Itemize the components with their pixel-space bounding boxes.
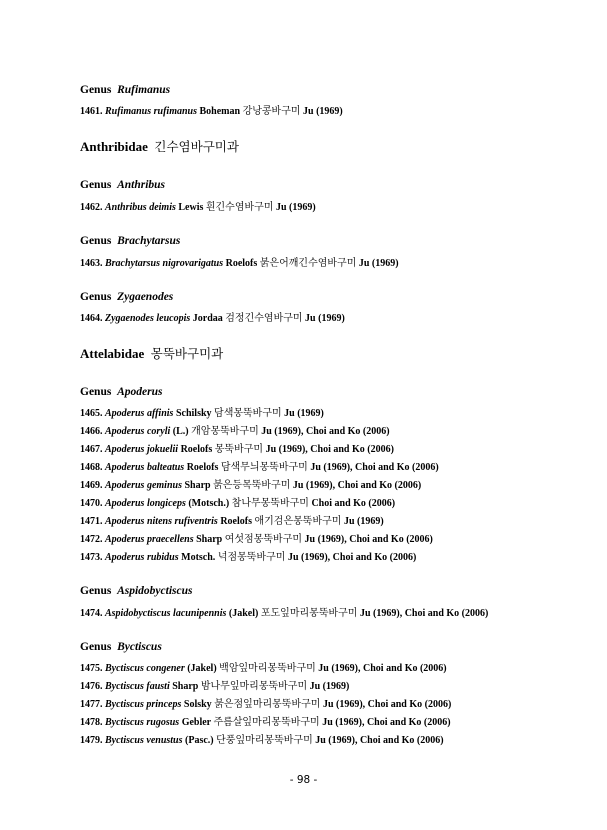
species-name: Apoderus coryli <box>105 426 171 437</box>
family-korean: 긴수염바구미과 <box>154 139 239 154</box>
page-number: - 98 - <box>289 774 318 786</box>
references: Ju (1969), Choi and Ko (2006) <box>318 663 447 674</box>
species-author: (Motsch.) <box>188 498 230 509</box>
entry-number: 1470. <box>80 498 103 509</box>
genus-heading-aspidobyctiscus <box>80 585 192 597</box>
references: Ju (1969) <box>305 313 345 324</box>
species-author: Sharp <box>184 480 211 491</box>
species-entry-1466 <box>80 422 390 437</box>
korean-name: 주름살잎마리몽뚝바구미 <box>213 717 320 728</box>
entry-number: 1472. <box>80 534 103 545</box>
species-name: Apoderus praecellens <box>105 534 194 545</box>
korean-name: 포도잎마리몽뚝바구미 <box>260 608 358 619</box>
species-author: Sharp <box>172 681 199 692</box>
korean-name: 담색무늬몽뚝바구미 <box>220 462 308 473</box>
korean-name: 몽뚝바구미 <box>214 444 264 455</box>
species-entry-1476 <box>80 677 349 692</box>
species-entry-1473 <box>80 548 416 563</box>
species-author: (L.) <box>172 426 189 437</box>
entry-number: 1468. <box>80 462 103 473</box>
references: Ju (1969), Choi and Ko (2006) <box>315 735 444 746</box>
references: Choi and Ko (2006) <box>311 498 396 509</box>
species-author: Boheman <box>199 106 241 117</box>
entry-number: 1465. <box>80 408 103 419</box>
entry-number: 1473. <box>80 552 103 563</box>
entry-number: 1464. <box>80 313 103 324</box>
entry-number: 1475. <box>80 663 103 674</box>
genus-name: Anthribus <box>117 179 166 191</box>
entry-number: 1478. <box>80 717 103 728</box>
korean-name: 붉은등목뚝바구미 <box>213 480 291 491</box>
genus-label: Genus <box>80 585 112 597</box>
species-name: Byctiscus princeps <box>105 699 182 710</box>
species-name: Apoderus balteatus <box>105 462 185 473</box>
genus-heading-zygaenodes <box>80 291 173 303</box>
korean-name: 담색몽뚝바구미 <box>214 408 282 419</box>
species-author: Schilsky <box>175 408 212 419</box>
genus-heading-byctiscus <box>80 641 162 653</box>
species-entry-1478 <box>80 713 451 728</box>
genus-name: Rufimanus <box>117 84 171 96</box>
species-name: Apoderus rubidus <box>105 552 179 563</box>
species-name: Apoderus jokuelii <box>105 444 179 455</box>
species-author: Roelofs <box>186 462 219 473</box>
genus-name: Byctiscus <box>117 641 162 653</box>
family-latin: Anthribidae <box>80 139 148 154</box>
species-name: Byctiscus rugosus <box>105 717 180 728</box>
family-korean: 몽뚝바구미과 <box>150 346 224 361</box>
entry-number: 1462. <box>80 202 103 213</box>
species-author: Roelofs <box>180 444 213 455</box>
species-author: (Jakel) <box>187 663 217 674</box>
family-latin: Attelabidae <box>80 346 145 361</box>
species-name: Byctiscus congener <box>105 663 185 674</box>
entry-number: 1476. <box>80 681 103 692</box>
species-author: Roelofs <box>225 258 258 269</box>
species-entry-1477 <box>80 695 451 710</box>
species-entry-1475 <box>80 659 447 674</box>
genus-name: Zygaenodes <box>117 291 174 303</box>
species-entry-1470 <box>80 494 395 509</box>
genus-label: Genus <box>80 84 112 96</box>
genus-heading-rufimanus <box>80 84 170 96</box>
species-name: Byctiscus venustus <box>105 735 183 746</box>
korean-name: 넉점몽뚝바구미 <box>217 552 286 563</box>
species-name: Apoderus affinis <box>105 408 174 419</box>
entry-number: 1461. <box>80 106 103 117</box>
korean-name: 여섯점몽뚝바구미 <box>224 534 303 545</box>
genus-label: Genus <box>80 235 112 247</box>
entry-number: 1474. <box>80 608 103 619</box>
species-name: Aspidobyctiscus lacunipennis <box>105 608 227 619</box>
korean-name: 참나무몽뚝바구미 <box>231 498 309 509</box>
species-entry-1468 <box>80 458 439 473</box>
genus-name: Apoderus <box>117 386 163 398</box>
references: Ju (1969) <box>358 258 399 269</box>
species-name: Apoderus geminus <box>105 480 182 491</box>
korean-name: 흰긴수염바구미 <box>205 202 274 213</box>
species-entry-1462 <box>80 198 316 213</box>
genus-label: Genus <box>80 291 112 303</box>
korean-name: 검정긴수염바구미 <box>225 313 303 324</box>
entry-number: 1469. <box>80 480 103 491</box>
species-entry-1474 <box>80 604 488 619</box>
korean-name: 강낭콩바구미 <box>242 106 301 117</box>
genus-label: Genus <box>80 641 112 653</box>
korean-name: 단풍잎마리몽뚝바구미 <box>216 735 313 746</box>
references: Ju (1969) <box>275 202 316 213</box>
species-entry-1464 <box>80 309 345 324</box>
references: Ju (1969), Choi and Ko (2006) <box>359 608 489 619</box>
entry-number: 1466. <box>80 426 103 437</box>
references: Ju (1969), Choi and Ko (2006) <box>310 462 439 473</box>
species-author: Roelofs <box>220 516 252 527</box>
entry-number: 1463. <box>80 258 103 269</box>
genus-heading-apoderus <box>80 386 162 398</box>
references: Ju (1969) <box>343 516 384 527</box>
references: Ju (1969), Choi and Ko (2006) <box>304 534 433 545</box>
species-name: Brachytarsus nigrovarigatus <box>105 258 224 269</box>
korean-name: 붉은점잎마리몽뚝바구미 <box>214 699 321 710</box>
species-name: Apoderus nitens rufiventris <box>105 516 218 527</box>
references: Ju (1969) <box>284 408 324 419</box>
entry-number: 1477. <box>80 699 103 710</box>
korean-name: 밤나무잎마리몽뚝바구미 <box>200 681 308 692</box>
species-author: (Jakel) <box>228 608 259 619</box>
genus-heading-brachytarsus <box>80 235 180 247</box>
species-entry-1467 <box>80 440 394 455</box>
species-author: Gebler <box>181 717 211 728</box>
species-entry-1463 <box>80 254 399 269</box>
genus-name: Brachytarsus <box>117 235 181 247</box>
korean-name: 백암잎마리몽뚝바구미 <box>219 663 316 674</box>
references: Ju (1969) <box>309 681 350 692</box>
references: Ju (1969), Choi and Ko (2006) <box>265 444 394 455</box>
korean-name: 붉은어깨긴수염바구미 <box>259 258 357 269</box>
species-entry-1461 <box>80 102 343 117</box>
species-name: Rufimanus rufimanus <box>105 106 197 117</box>
species-author: Solsky <box>183 699 212 710</box>
species-name: Zygaenodes leucopis <box>105 313 191 324</box>
species-entry-1472 <box>80 530 433 545</box>
references: Ju (1969), Choi and Ko (2006) <box>292 480 422 491</box>
korean-name: 개암몽뚝바구미 <box>191 426 259 437</box>
family-heading-anthribidae <box>80 137 239 155</box>
species-name: Anthribus deimis <box>105 202 176 213</box>
references: Ju (1969), Choi and Ko (2006) <box>261 426 390 437</box>
entry-number: 1471. <box>80 516 103 527</box>
genus-label: Genus <box>80 179 112 191</box>
species-author: (Pasc.) <box>185 735 214 746</box>
references: Ju (1969), Choi and Ko (2006) <box>322 699 452 710</box>
family-heading-attelabidae <box>80 344 223 362</box>
species-author: Jordaa <box>192 313 223 324</box>
genus-name: Aspidobyctiscus <box>117 585 193 597</box>
species-author: Sharp <box>196 534 223 545</box>
references: Ju (1969), Choi and Ko (2006) <box>322 717 451 728</box>
species-entry-1479 <box>80 731 444 746</box>
genus-heading-anthribus <box>80 179 165 191</box>
species-entry-1465 <box>80 404 324 419</box>
species-author: Lewis <box>178 202 204 213</box>
species-entry-1471 <box>80 512 384 527</box>
entry-number: 1479. <box>80 735 103 746</box>
species-name: Byctiscus fausti <box>105 681 170 692</box>
references: Ju (1969), Choi and Ko (2006) <box>287 552 417 563</box>
species-name: Apoderus longiceps <box>105 498 186 509</box>
references: Ju (1969) <box>303 106 343 117</box>
species-entry-1469 <box>80 476 421 491</box>
species-author: Motsch. <box>181 552 216 563</box>
entry-number: 1467. <box>80 444 103 455</box>
genus-label: Genus <box>80 386 112 398</box>
korean-name: 애기검은몽뚝바구미 <box>254 516 342 527</box>
